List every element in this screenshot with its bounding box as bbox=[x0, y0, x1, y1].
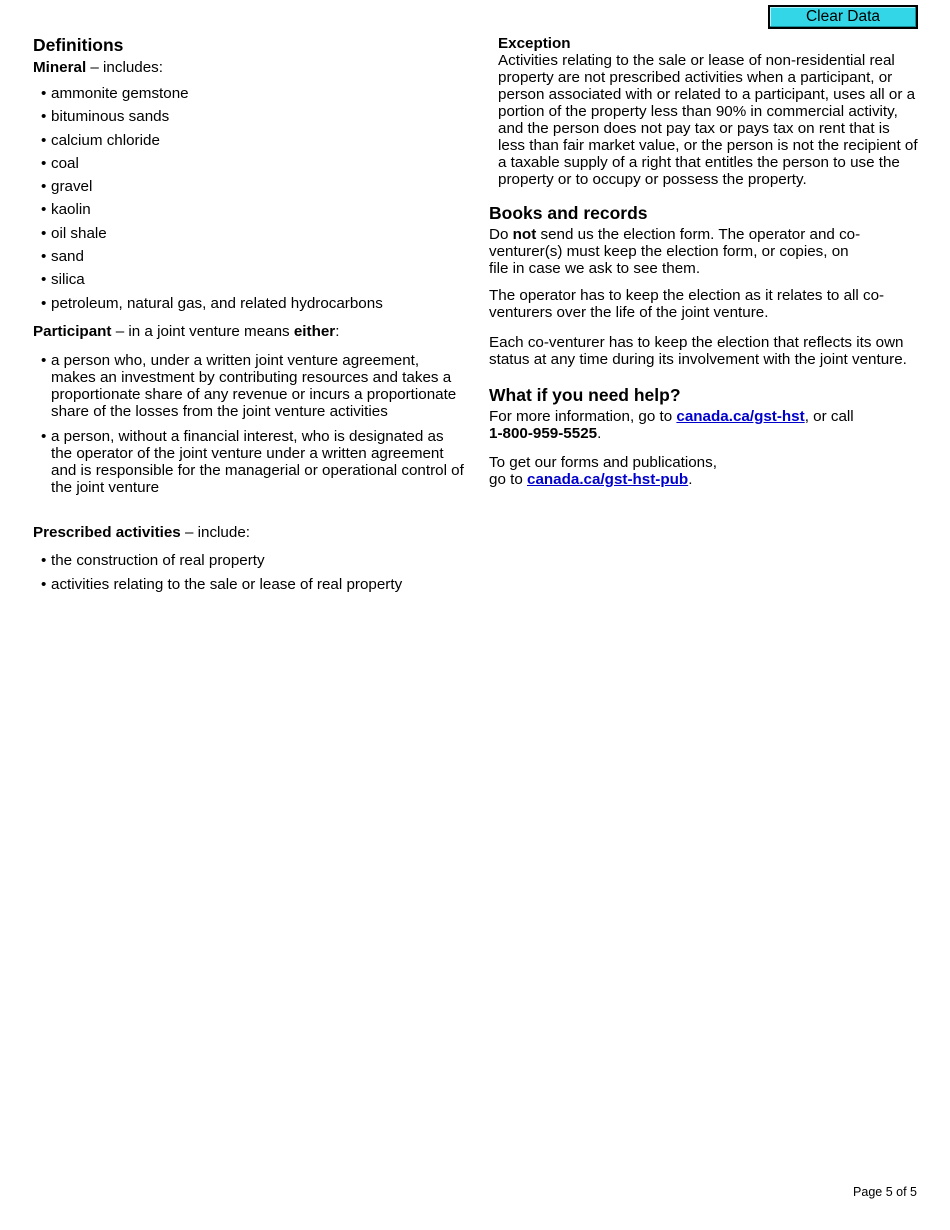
list-item: • kaolin bbox=[33, 201, 463, 224]
exception-text: Activities relating to the sale or lease of non-residential real property are not prescribed activities when a participant, or person associated with or related to a participant, uses all or a portion of the property less than 90% in commercial activity, and the person does not pay tax or pays tax on rent that is less than fair market value, or the person is not the recipient of a taxable supply of a right that entitles the person to use the property or to occupy or possess the property. bbox=[498, 52, 918, 188]
books-p1-start: Do bbox=[489, 226, 513, 243]
help-p2-end: . bbox=[688, 471, 693, 488]
books-p1-rest: send us the election form. The operator and co-venturer(s) must keep the election form, or copies, on file in case we ask to see them. bbox=[489, 226, 861, 277]
list-item: • a person, without a financial interest, who is designated as the operator of the joint venture under a written agreement and is responsible for the managerial or operational control of the joint venture bbox=[33, 428, 465, 496]
definitions-heading: Definitions bbox=[33, 35, 124, 55]
help-p2-line1: To get our forms and publications, bbox=[489, 454, 717, 471]
participant-either: either bbox=[293, 323, 336, 340]
gst-hst-pub-link[interactable]: canada.ca/gst-hst-pub bbox=[527, 471, 689, 488]
books-heading: Books and records bbox=[489, 203, 648, 223]
list-item: • coal bbox=[33, 155, 463, 178]
mineral-list bbox=[33, 85, 463, 318]
list-item: • oil shale bbox=[33, 225, 463, 248]
list-item: • silica bbox=[33, 271, 463, 294]
help-p2-goto: go to bbox=[489, 471, 527, 488]
participant-intro: – in a joint venture means bbox=[111, 323, 294, 340]
list-item: • the construction of real property bbox=[33, 552, 463, 576]
list-item: • petroleum, natural gas, and related hydrocarbons bbox=[33, 295, 463, 318]
list-item: • sand bbox=[33, 248, 463, 271]
list-item: • a person who, under a written joint venture agreement, makes an investment by contributing resources and takes a proportionate share of any revenue or incurs a proportionate share of the losses from the joint venture activities bbox=[33, 352, 465, 420]
participant-intro-end: : bbox=[335, 323, 340, 340]
books-not: not bbox=[512, 226, 537, 243]
books-paragraph-3: Each co-venturer has to keep the election that reflects its own status at any time during its involvement with the joint venture. bbox=[489, 334, 907, 368]
mineral-term: Mineral bbox=[33, 59, 87, 76]
participant-definition bbox=[33, 323, 463, 340]
participant-list bbox=[33, 352, 465, 496]
mineral-definition bbox=[33, 59, 463, 76]
list-item: • gravel bbox=[33, 178, 463, 201]
help-paragraph-2 bbox=[489, 454, 919, 488]
participant-term: Participant bbox=[33, 323, 112, 340]
mineral-intro: – includes: bbox=[86, 59, 163, 76]
exception-heading: Exception bbox=[498, 35, 571, 52]
list-item: • ammonite gemstone bbox=[33, 85, 463, 108]
prescribed-intro: – include: bbox=[180, 524, 250, 541]
prescribed-list bbox=[33, 552, 463, 593]
prescribed-definition bbox=[33, 524, 463, 541]
gst-hst-link[interactable]: canada.ca/gst-hst bbox=[676, 408, 805, 425]
list-item: • bituminous sands bbox=[33, 108, 463, 131]
help-p1-end: . bbox=[597, 425, 602, 442]
help-heading: What if you need help? bbox=[489, 385, 681, 405]
help-p1-start: For more information, go to bbox=[489, 408, 677, 425]
clear-data-button[interactable]: Clear Data bbox=[768, 5, 918, 29]
books-paragraph-2: The operator has to keep the election as it relates to all co-venturers over the life of the joint venture. bbox=[489, 287, 885, 321]
prescribed-term: Prescribed activities bbox=[33, 524, 181, 541]
help-phone: 1-800-959-5525 bbox=[489, 425, 598, 442]
help-p1-call: , or call bbox=[804, 408, 854, 425]
list-item: • activities relating to the sale or lease of real property bbox=[33, 576, 463, 593]
books-paragraph-1 bbox=[489, 226, 869, 277]
list-item: • calcium chloride bbox=[33, 132, 463, 155]
help-paragraph-1 bbox=[489, 408, 919, 442]
page-number: Page 5 of 5 bbox=[853, 1185, 917, 1199]
